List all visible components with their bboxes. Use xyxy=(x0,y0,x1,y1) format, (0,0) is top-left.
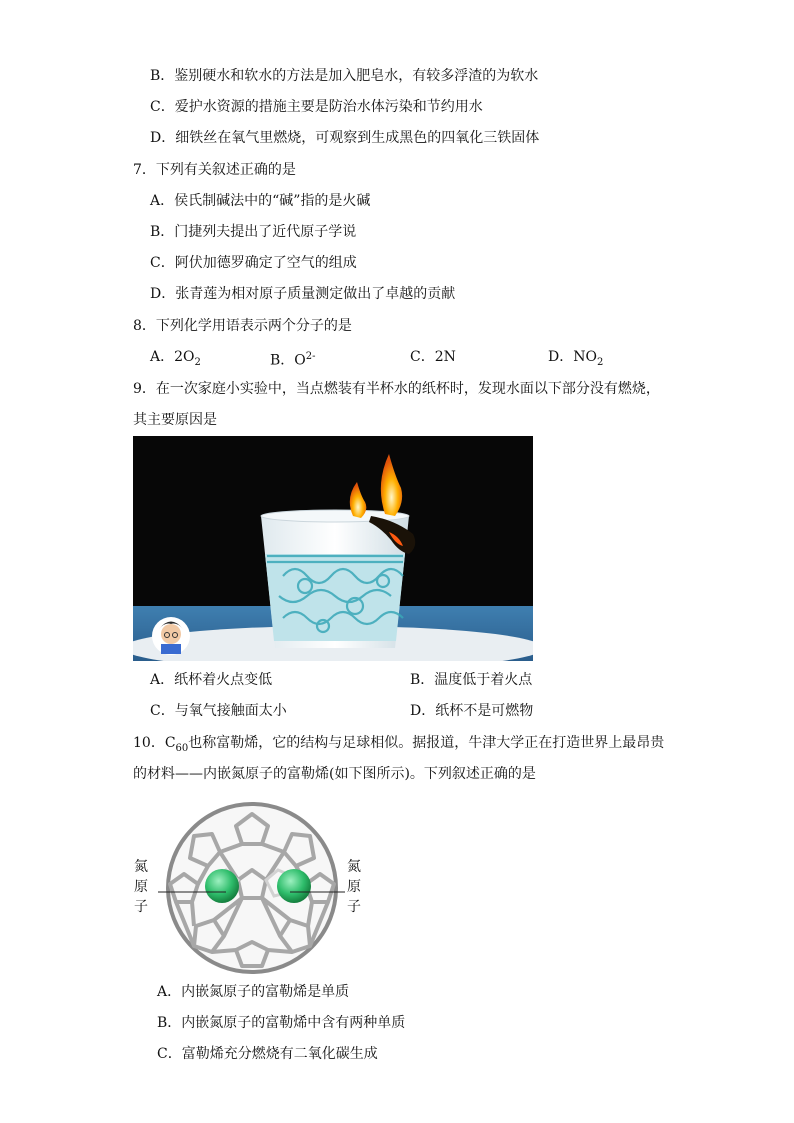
q9-option-c: C．与氧气接触面太小 xyxy=(150,703,287,719)
q8-option-a xyxy=(150,348,201,372)
q10-stem-prefix: 10．C xyxy=(133,735,176,751)
q8-option-c xyxy=(410,348,456,366)
q8-option-a-text: A．2O xyxy=(150,349,195,365)
q8-stem: 8．下列化学用语表示两个分子的是 xyxy=(133,318,352,334)
nitrogen-label-right-3: 子 xyxy=(347,899,361,915)
q10-stem-rest: 也称富勒烯，它的结构与足球相似。据报道，牛津大学正在打造世界上最昂贵 xyxy=(188,735,665,751)
q6-option-c: C．爱护水资源的措施主要是防治水体污染和节约用水 xyxy=(150,99,483,115)
q7-option-b: B．门捷列夫提出了近代原子学说 xyxy=(150,224,357,240)
q8-option-b-sup: 2- xyxy=(305,351,316,362)
q8-option-d-sub: 2 xyxy=(596,356,604,368)
nitrogen-label-right-2: 原 xyxy=(347,879,361,895)
q9-stem-line1: 9．在一次家庭小实验中，当点燃装有半杯水的纸杯时，发现水面以下部分没有燃烧， xyxy=(133,381,660,397)
q9-option-a: A．纸杯着火点变低 xyxy=(150,672,273,688)
q8-option-b xyxy=(270,348,316,370)
q7-stem: 7．下列有关叙述正确的是 xyxy=(133,162,296,178)
q8-option-a-sub: 2 xyxy=(194,356,201,368)
q7-option-d: D．张青莲为相对原子质量测定做出了卓越的贡献 xyxy=(150,286,456,302)
q8-option-d-text: D．NO xyxy=(548,349,597,365)
q9-option-b: B．温度低于着火点 xyxy=(410,672,533,688)
nitrogen-label-left-2: 原 xyxy=(134,879,148,895)
q10-option-b: B．内嵌氮原子的富勒烯中含有两种单质 xyxy=(157,1015,406,1031)
nitrogen-label-left-1: 氮 xyxy=(134,859,148,875)
q8-option-c-text: C．2N xyxy=(410,349,456,365)
q7-option-a: A．侯氏制碱法中的“碱”指的是火碱 xyxy=(150,193,371,209)
q8-option-d xyxy=(548,348,603,372)
q9-stem-line2: 其主要原因是 xyxy=(133,412,217,428)
q8-option-b-text: B．O xyxy=(270,352,306,369)
q6-option-d: D．细铁丝在氧气里燃烧，可观察到生成黑色的四氧化三铁固体 xyxy=(150,130,540,146)
nitrogen-label-left-3: 子 xyxy=(134,899,148,915)
q6-option-b: B．鉴别硬水和软水的方法是加入肥皂水，有较多浮渣的为软水 xyxy=(150,68,539,84)
q10-option-a: A．内嵌氮原子的富勒烯是单质 xyxy=(157,984,350,1000)
burning-paper-cup-photo xyxy=(133,436,533,661)
q10-stem-sub: 60 xyxy=(175,742,189,754)
q9-option-d: D．纸杯不是可燃物 xyxy=(410,703,534,719)
fullerene-diagram xyxy=(130,800,370,980)
q7-option-c: C．阿伏加德罗确定了空气的组成 xyxy=(150,255,357,271)
q10-stem-line1 xyxy=(133,734,664,758)
q10-stem-line2: 的材料——内嵌氮原子的富勒烯(如下图所示)。下列叙述正确的是 xyxy=(133,766,536,782)
nitrogen-label-right-1: 氮 xyxy=(347,859,361,875)
q10-option-c: C．富勒烯充分燃烧有二氧化碳生成 xyxy=(157,1046,378,1062)
